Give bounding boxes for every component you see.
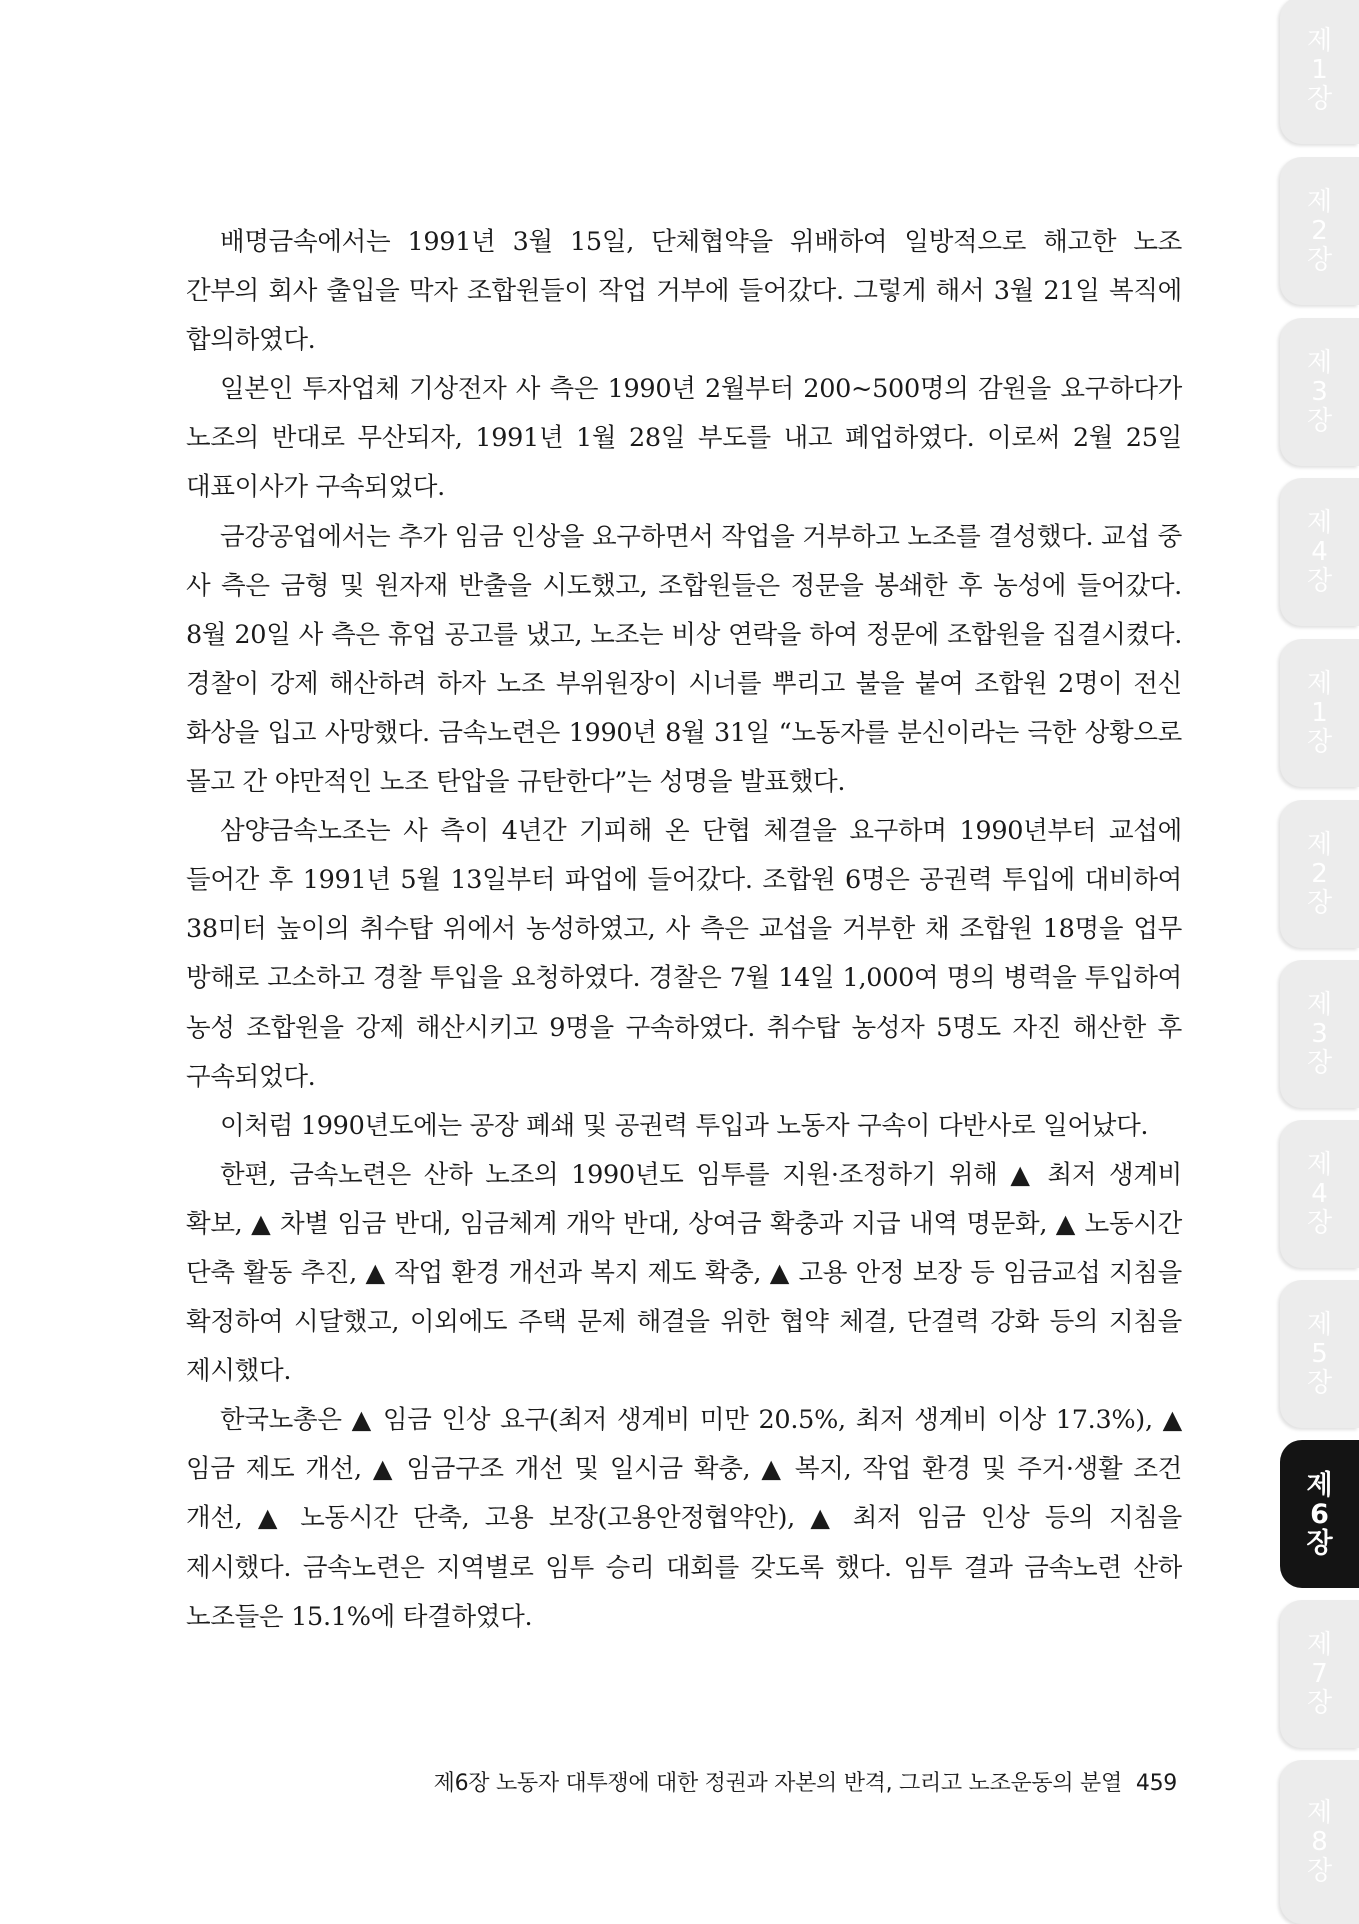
tab-label-suffix: 장 [1306,405,1333,436]
paragraph-fktu-guidelines: 한국노총은 ▲ 임금 인상 요구(최저 생계비 미만 20.5%, 최저 생계비 이상 17.3%), ▲ 임금 제도 개선, ▲ 임금구조 개선 및 일시금 확충, ▲ 복지, 작업 환경 및 주거·생활 조건 개선, ▲ 노동시간 단축, 고용 보장(고용안정협약안), ▲ 최저 임금 인상 등의 지침을 제시했다. 금속노련은 지역별로 임투 승리 대회를 갖도록 했다. 임투 결과 금속노련 산하 노조들은 15.1%에 타결하였다. [186,1405,1182,1632]
chapter-tab-strip [1280,0,1359,1920]
chapter-tab-4-part2[interactable] [1280,1120,1359,1268]
paragraph-samyang: 삼양금속노조는 사 측이 4년간 기피해 온 단협 체결을 요구하며 1990년부터 교섭에 들어간 후 1991년 5월 13일부터 파업에 들어갔다. 조합원 6명은 공권력 투입에 대비하여 38미터 높이의 취수탑 위에서 농성하였고, 사 측은 교섭을 거부한 채 조합원 18명을 업무 방해로 고소하고 경찰 투입을 요청하였다. 경찰은 7월 14일 1,000여 명의 병력을 투입하여 농성 조합원을 강제 해산시키고 9명을 구속하였다. 취수탑 농성자 5명도 자진 해산한 후 구속되었다. [186,816,1182,1092]
page-number: 459 [1135,1771,1177,1796]
body-text [186,218,1182,1642]
tab-label-suffix: 장 [1306,244,1333,275]
tab-label-number: 8 [1311,1826,1328,1857]
chapter-tab-1-part2[interactable] [1280,639,1359,787]
tab-label-prefix: 제 [1306,1469,1333,1501]
tab-label-suffix: 장 [1306,1367,1333,1398]
tab-label-suffix: 장 [1306,887,1333,918]
paragraph-gisang: 일본인 투자업체 기상전자 사 측은 1990년 2월부터 200~500명의 감원을 요구하다가 노조의 반대로 무산되자, 1991년 1월 28일 부도를 내고 폐업하였다. 이로써 2월 25일 대표이사가 구속되었다. [186,374,1182,503]
paragraph-geumgang: 금강공업에서는 추가 임금 인상을 요구하면서 작업을 거부하고 노조를 결성했다. 교섭 중 사 측은 금형 및 원자재 반출을 시도했고, 조합원들은 정문을 봉쇄한 후 농성에 들어갔다. 8월 20일 사 측은 휴업 공고를 냈고, 노조는 비상 연락을 하여 정문에 조합원을 집결시켰다. 경찰이 강제 해산하려 하자 노조 부위원장이 시너를 뿌리고 불을 붙여 조합원 2명이 전신 화상을 입고 사망했다. 금속노련은 1990년 8월 31일 “노동자를 분신이라는 극한 상황으로 몰고 간 야만적인 노조 탄압을 규탄한다”는 성명을 발표했다. [186,521,1182,798]
tab-label-number: 3 [1311,1018,1328,1049]
tab-label-number: 4 [1311,1178,1328,1209]
chapter-tab-8[interactable] [1280,1760,1359,1924]
tab-label-suffix: 장 [1306,1207,1333,1238]
tab-label-prefix: 제 [1306,1629,1333,1660]
tab-label-prefix: 제 [1306,989,1333,1020]
tab-label-suffix: 장 [1306,1047,1333,1078]
chapter-tab-2-part2[interactable] [1280,800,1359,948]
tab-label-prefix: 제 [1306,668,1333,699]
paragraph-metal-federation-guidelines: 한편, 금속노련은 산하 노조의 1990년도 임투를 지원·조정하기 위해 ▲ 최저 생계비 확보, ▲ 차별 임금 반대, 임금체계 개악 반대, 상여금 확충과 지급 내역 명문화, ▲ 노동시간 단축 활동 추진, ▲ 작업 환경 개선과 복지 제도 확충, ▲ 고용 안정 보장 등 임금교섭 지침을 확정하여 시달했고, 이외에도 주택 문제 해결을 위한 협약 체결, 단결력 강화 등의 지침을 제시했다. [186,1159,1182,1387]
paragraph-baemyeong: 배명금속에서는 1991년 3월 15일, 단체협약을 위배하여 일방적으로 해고한 노조 간부의 회사 출입을 막자 조합원들이 작업 거부에 들어갔다. 그렇게 해서 3월 21일 복직에 합의하였다. [186,227,1182,356]
tab-label-number: 6 [1310,1498,1329,1530]
chapter-tab-6-active[interactable] [1280,1440,1359,1588]
tab-label-number: 2 [1311,858,1328,889]
chapter-tab-1[interactable] [1280,0,1359,144]
tab-label-prefix: 제 [1306,25,1333,56]
page-footer [434,1766,1177,1797]
tab-label-suffix: 장 [1306,1687,1333,1718]
paragraph-summary-1990: 이처럼 1990년도에는 공장 폐쇄 및 공권력 투입과 노동자 구속이 다반사로 일어났다. [220,1110,1149,1141]
tab-label-suffix: 장 [1306,1527,1333,1559]
chapter-tab-7[interactable] [1280,1600,1359,1748]
tab-label-suffix: 장 [1306,1855,1333,1886]
tab-label-number: 5 [1311,1338,1328,1369]
tab-label-prefix: 제 [1306,829,1333,860]
tab-label-number: 2 [1311,215,1328,246]
chapter-tab-4[interactable] [1280,478,1359,626]
tab-label-prefix: 제 [1306,186,1333,217]
chapter-tab-2[interactable] [1280,157,1359,305]
chapter-tab-5[interactable] [1280,1280,1359,1428]
tab-label-number: 7 [1311,1658,1328,1689]
tab-label-number: 3 [1311,376,1328,407]
tab-label-suffix: 장 [1306,726,1333,757]
running-title: 제6장 노동자 대투쟁에 대한 정권과 자본의 반격, 그리고 노조운동의 분열 [433,1771,1122,1796]
tab-label-prefix: 제 [1306,347,1333,378]
chapter-tab-3-part2[interactable] [1280,960,1359,1108]
tab-label-suffix: 장 [1306,565,1333,596]
tab-label-prefix: 제 [1306,1309,1333,1340]
tab-label-number: 1 [1311,697,1328,728]
tab-label-prefix: 제 [1306,1797,1333,1828]
tab-label-number: 4 [1311,536,1328,567]
tab-label-prefix: 제 [1306,507,1333,538]
tab-label-suffix: 장 [1306,83,1333,114]
tab-label-number: 1 [1311,54,1328,85]
chapter-tab-3[interactable] [1280,318,1359,466]
tab-label-prefix: 제 [1306,1149,1333,1180]
